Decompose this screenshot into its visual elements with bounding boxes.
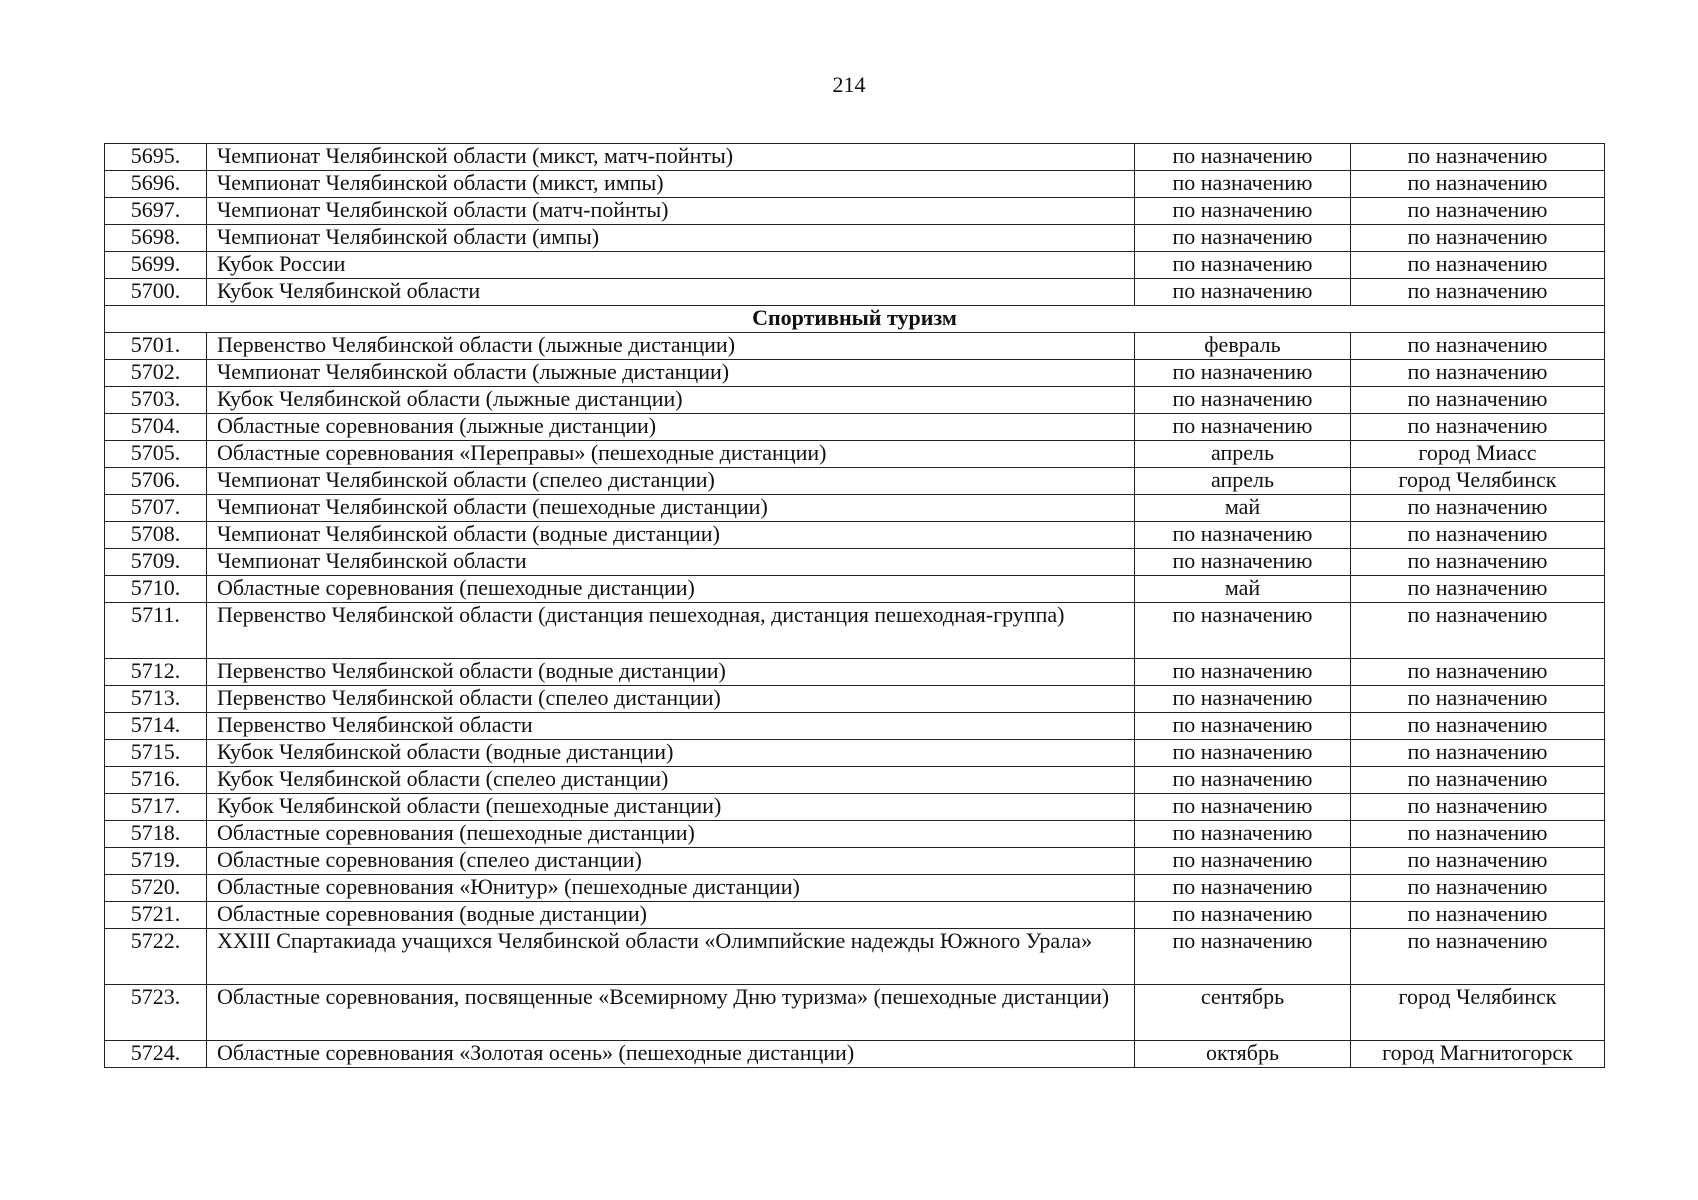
event-place: по назначению (1351, 713, 1605, 740)
row-number: 5714. (105, 713, 207, 740)
event-date: май (1135, 576, 1351, 603)
event-name: Чемпионат Челябинской области (матч-пойнты) (207, 198, 1135, 225)
table-row (105, 522, 1605, 549)
table-row (105, 252, 1605, 279)
table-row (105, 333, 1605, 360)
event-name: Кубок Челябинской области (водные дистанции) (207, 740, 1135, 767)
row-number: 5710. (105, 576, 207, 603)
row-number: 5719. (105, 848, 207, 875)
table-row (105, 279, 1605, 306)
row-number: 5702. (105, 360, 207, 387)
table-row (105, 740, 1605, 767)
event-name: Областные соревнования (спелео дистанции) (207, 848, 1135, 875)
event-place: по назначению (1351, 576, 1605, 603)
row-number: 5696. (105, 171, 207, 198)
event-date: по назначению (1135, 794, 1351, 821)
row-number: 5705. (105, 441, 207, 468)
event-name: Областные соревнования «Юнитур» (пешеходные дистанции) (207, 875, 1135, 902)
table-row (105, 360, 1605, 387)
event-date: по назначению (1135, 198, 1351, 225)
event-place: по назначению (1351, 144, 1605, 171)
event-date: апрель (1135, 468, 1351, 495)
event-date: по назначению (1135, 171, 1351, 198)
event-name: Чемпионат Челябинской области (импы) (207, 225, 1135, 252)
event-place: по назначению (1351, 495, 1605, 522)
event-name: Кубок Челябинской области (спелео дистанции) (207, 767, 1135, 794)
event-place: по назначению (1351, 659, 1605, 686)
row-number: 5697. (105, 198, 207, 225)
row-number: 5701. (105, 333, 207, 360)
event-place: по назначению (1351, 686, 1605, 713)
event-name: Чемпионат Челябинской области (пешеходные дистанции) (207, 495, 1135, 522)
row-number: 5724. (105, 1041, 207, 1068)
table-row (105, 929, 1605, 985)
row-number: 5722. (105, 929, 207, 985)
event-place: по назначению (1351, 198, 1605, 225)
table-row (105, 414, 1605, 441)
event-date: февраль (1135, 333, 1351, 360)
event-place: по назначению (1351, 252, 1605, 279)
page-number: 214 (832, 72, 866, 97)
event-name: Областные соревнования, посвященные «Всемирному Дню туризма» (пешеходные дистанции) (207, 985, 1135, 1041)
event-date: апрель (1135, 441, 1351, 468)
table-row (105, 198, 1605, 225)
event-name: Областные соревнования «Переправы» (пешеходные дистанции) (207, 441, 1135, 468)
event-place: город Челябинск (1351, 985, 1605, 1041)
event-place: по назначению (1351, 603, 1605, 659)
event-date: май (1135, 495, 1351, 522)
section-title: Спортивный туризм (105, 306, 1605, 333)
event-name: Областные соревнования (пешеходные дистанции) (207, 821, 1135, 848)
row-number: 5704. (105, 414, 207, 441)
event-name: Чемпионат Челябинской области (лыжные дистанции) (207, 360, 1135, 387)
table-row (105, 441, 1605, 468)
event-name: Чемпионат Челябинской области (спелео дистанции) (207, 468, 1135, 495)
table-row (105, 144, 1605, 171)
event-name: Первенство Челябинской области (дистанция пешеходная, дистанция пешеходная-группа) (207, 603, 1135, 659)
event-place: по назначению (1351, 225, 1605, 252)
event-place: город Магнитогорск (1351, 1041, 1605, 1068)
event-name: Чемпионат Челябинской области (микст, импы) (207, 171, 1135, 198)
event-name: Областные соревнования (лыжные дистанции) (207, 414, 1135, 441)
event-date: по назначению (1135, 144, 1351, 171)
event-name: Кубок России (207, 252, 1135, 279)
table-row (105, 549, 1605, 576)
table-row (105, 171, 1605, 198)
row-number: 5700. (105, 279, 207, 306)
event-name: Областные соревнования (водные дистанции) (207, 902, 1135, 929)
event-name: Первенство Челябинской области (спелео дистанции) (207, 686, 1135, 713)
event-place: по назначению (1351, 767, 1605, 794)
event-place: по назначению (1351, 821, 1605, 848)
events-table-body (105, 144, 1605, 1068)
table-row (105, 686, 1605, 713)
row-number: 5716. (105, 767, 207, 794)
row-number: 5707. (105, 495, 207, 522)
events-table (104, 143, 1605, 1068)
row-number: 5715. (105, 740, 207, 767)
event-date: по назначению (1135, 740, 1351, 767)
table-row (105, 387, 1605, 414)
row-number: 5699. (105, 252, 207, 279)
event-place: по назначению (1351, 902, 1605, 929)
row-number: 5721. (105, 902, 207, 929)
event-date: по назначению (1135, 603, 1351, 659)
event-name: XXIII Спартакиада учащихся Челябинской области «Олимпийские надежды Южного Урала» (207, 929, 1135, 985)
event-date: по назначению (1135, 414, 1351, 441)
event-place: по назначению (1351, 333, 1605, 360)
event-date: по назначению (1135, 387, 1351, 414)
row-number: 5718. (105, 821, 207, 848)
table-row (105, 495, 1605, 522)
table-row (105, 821, 1605, 848)
section-header-row (105, 306, 1605, 333)
event-name: Кубок Челябинской области (пешеходные дистанции) (207, 794, 1135, 821)
event-date: по назначению (1135, 929, 1351, 985)
event-place: по назначению (1351, 522, 1605, 549)
event-name: Чемпионат Челябинской области (микст, матч-пойнты) (207, 144, 1135, 171)
event-place: по назначению (1351, 414, 1605, 441)
event-place: город Миасс (1351, 441, 1605, 468)
row-number: 5720. (105, 875, 207, 902)
table-row (105, 659, 1605, 686)
event-date: по назначению (1135, 522, 1351, 549)
event-place: по назначению (1351, 794, 1605, 821)
table-row (105, 767, 1605, 794)
event-name: Первенство Челябинской области (водные дистанции) (207, 659, 1135, 686)
event-name: Чемпионат Челябинской области (водные дистанции) (207, 522, 1135, 549)
event-date: по назначению (1135, 549, 1351, 576)
event-date: по назначению (1135, 252, 1351, 279)
event-date: по назначению (1135, 767, 1351, 794)
event-place: по назначению (1351, 171, 1605, 198)
event-place: по назначению (1351, 360, 1605, 387)
row-number: 5709. (105, 549, 207, 576)
event-date: по назначению (1135, 659, 1351, 686)
table-row (105, 576, 1605, 603)
event-place: по назначению (1351, 848, 1605, 875)
table-row (105, 1041, 1605, 1068)
row-number: 5698. (105, 225, 207, 252)
event-date: по назначению (1135, 279, 1351, 306)
table-row (105, 603, 1605, 659)
row-number: 5703. (105, 387, 207, 414)
table-row (105, 713, 1605, 740)
event-date: по назначению (1135, 225, 1351, 252)
event-place: по назначению (1351, 549, 1605, 576)
event-place: город Челябинск (1351, 468, 1605, 495)
event-name: Кубок Челябинской области (207, 279, 1135, 306)
table-row (105, 225, 1605, 252)
event-place: по назначению (1351, 929, 1605, 985)
row-number: 5723. (105, 985, 207, 1041)
event-date: по назначению (1135, 360, 1351, 387)
event-date: по назначению (1135, 713, 1351, 740)
event-name: Кубок Челябинской области (лыжные дистанции) (207, 387, 1135, 414)
event-place: по назначению (1351, 740, 1605, 767)
event-name: Первенство Челябинской области (207, 713, 1135, 740)
table-row (105, 848, 1605, 875)
event-date: по назначению (1135, 902, 1351, 929)
table-row (105, 875, 1605, 902)
table-row (105, 794, 1605, 821)
event-date: по назначению (1135, 686, 1351, 713)
row-number: 5717. (105, 794, 207, 821)
event-place: по назначению (1351, 875, 1605, 902)
event-name: Областные соревнования (пешеходные дистанции) (207, 576, 1135, 603)
event-date: по назначению (1135, 821, 1351, 848)
row-number: 5712. (105, 659, 207, 686)
event-place: по назначению (1351, 387, 1605, 414)
row-number: 5695. (105, 144, 207, 171)
row-number: 5711. (105, 603, 207, 659)
row-number: 5713. (105, 686, 207, 713)
row-number: 5708. (105, 522, 207, 549)
event-place: по назначению (1351, 279, 1605, 306)
row-number: 5706. (105, 468, 207, 495)
event-date: по назначению (1135, 848, 1351, 875)
event-name: Чемпионат Челябинской области (207, 549, 1135, 576)
event-name: Первенство Челябинской области (лыжные дистанции) (207, 333, 1135, 360)
event-date: сентябрь (1135, 985, 1351, 1041)
event-date: октябрь (1135, 1041, 1351, 1068)
event-date: по назначению (1135, 875, 1351, 902)
table-row (105, 902, 1605, 929)
event-name: Областные соревнования «Золотая осень» (пешеходные дистанции) (207, 1041, 1135, 1068)
table-row (105, 468, 1605, 495)
table-row (105, 985, 1605, 1041)
